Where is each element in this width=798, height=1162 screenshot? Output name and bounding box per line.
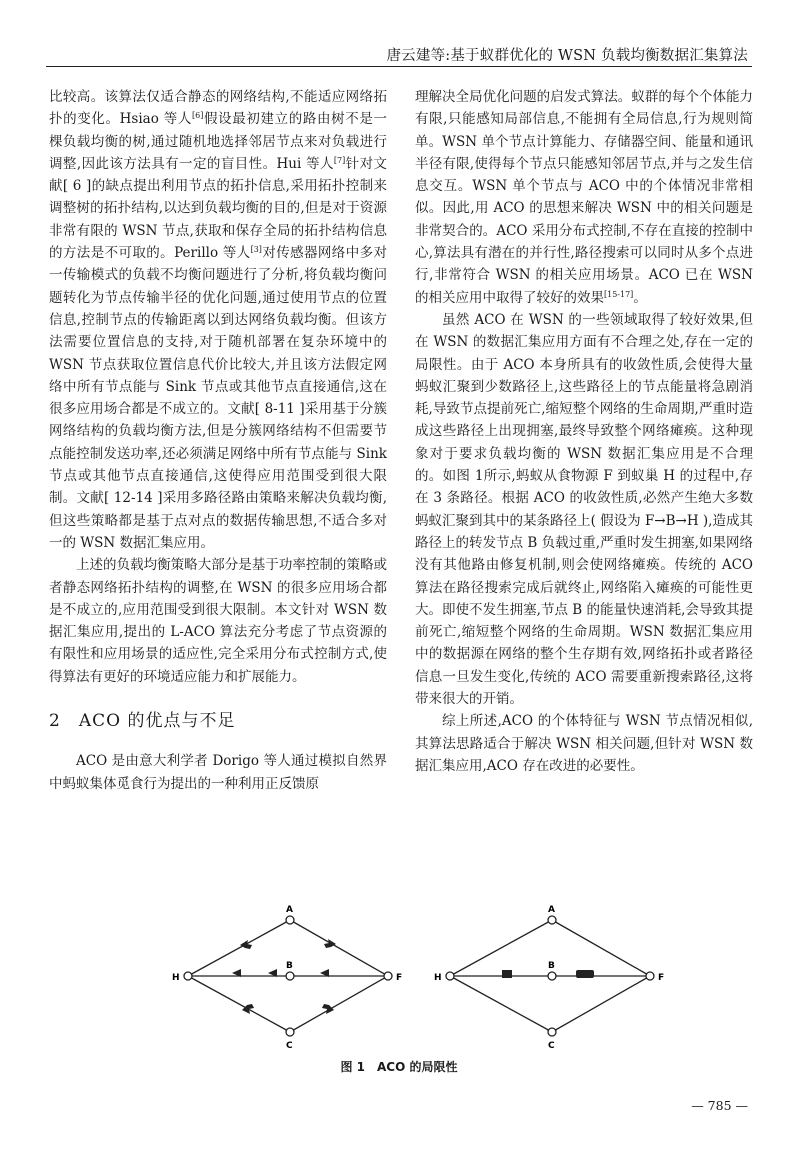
text-run: 比较高。该算法仅适合静态的网络结构,不能适应网络拓扑的变化。Hsiao 等人	[49, 89, 387, 128]
node-label-c: C	[548, 1041, 555, 1050]
node-label-h: H	[172, 973, 180, 983]
node-h	[446, 972, 454, 980]
ant-icon	[242, 1004, 254, 1014]
header-title: 唐云建等:基于蚁群优化的 WSN 负载均衡数据汇集算法	[386, 48, 748, 64]
diagram-right	[430, 900, 670, 1050]
left-paragraph-2: 上述的负载均衡策略大部分是基于功率控制的策略或者静态网络拓扑结构的调整,在 WSN 的很多应用场合都是不成立的,应用范围受到很大限制。本文针对 WSN 数据汇集应用,提出的 L-ACO 算法充分考虑了节点资源的有限性和应用场景的适应性,完全采用分布式控制方式,使得算法有更好的环境适应能力和扩展能力。	[49, 557, 387, 685]
node-c	[286, 1028, 294, 1036]
left-column	[49, 86, 387, 795]
right-paragraph-2: 虽然 ACO 在 WSN 的一些领域取得了较好效果,但在 WSN 的数据汇集应用方面有不合理之处,存在一定的局限性。由于 ACO 本身所具有的收敛性质,会使得大量蚂蚁汇聚到少数路径上,这些路径上的节点能量将急剧消耗,导致节点提前死亡,缩短整个网络的生命周期,严重时造成这些路径上出现拥塞,最终导致整个网络瘫痪。这种现象对于要求负载均衡的 WSN 数据汇集应用是不合理的。如图 1所示,蚂蚁从食物源 F 到蚁巢 H 的过程中,存在 3 条路径。根据 ACO 的收敛性质,必然产生绝大多数蚂蚁汇聚到其中的某条路径上( 假设为 F→B→H ),造成其路径上的转发节点 B 负载过重,严重时发生拥塞,如果网络没有其他路由修复机制,则会使网络瘫痪。传统的 ACO 算法在路径搜索完成后就终止,网络陷入瘫痪的可能性更大。即使不发生拥塞,节点 B 的能量快速消耗,会导致其提前死亡,缩短整个网络的生命周期。WSN 数据汇集应用中的数据源在网络的整个生存期有效,网络拓扑或者路径信息一旦发生变化,传统的 ACO 需要重新搜索路径,这将带来很大的开销。	[415, 311, 753, 708]
node-label-h: H	[434, 973, 442, 983]
left-paragraph-3: ACO 是由意大利学者 Dorigo 等人通过模拟自然界中蚂蚁集体觅食行为提出的一种利用正反馈原	[49, 753, 387, 792]
section-number: 2	[49, 711, 61, 732]
page-number: — 785 —	[691, 1098, 748, 1113]
node-a	[286, 916, 294, 924]
figure-1	[168, 900, 764, 1070]
node-c	[548, 1028, 556, 1036]
ant-cluster-icon	[502, 970, 512, 978]
text-run: 理解决全局优化问题的启发式算法。蚁群的每个个体能力有限,只能感知局部信息,不能拥有全局信息,行为规则简单。WSN 单个节点计算能力、存储器空间、能量和通讯半径有限,使得每个节点只能感知邻居节点,并与之发生信息交互。WSN 单个节点与 ACO 中的个体情况非常相似。因此,用 ACO 的思想来解决 WSN 中的相关问题是非常契合的。ACO 采用分布式控制,不存在直接的控制中心,算法具有潜在的并行性,路径搜索可以同时从多个点进行,非常符合 WSN 的相关应用场景。ACO 已在 WSN 的相关应用中取得了较好的效果	[415, 89, 753, 306]
section-heading	[49, 710, 387, 732]
node-f	[646, 972, 654, 980]
node-label-a: A	[286, 905, 293, 915]
node-f	[384, 972, 392, 980]
citation-ref: [7]	[333, 155, 346, 165]
right-paragraph-3: 综上所述,ACO 的个体特征与 WSN 节点情况相似,其算法思路适合于解决 WSN 相关问题,但针对 WSN 数据汇集应用,ACO 存在改进的必要性。	[415, 713, 753, 774]
text-run: 针对文献[ 6 ]的缺点提出利用节点的拓扑信息,采用拓扑控制来调整树的拓扑结构,以达到负载均衡的目的,但是对于资源非常有限的 WSN 节点,获取和保存全局的拓扑结构信息的方法是不可取的。Perillo 等人	[49, 155, 387, 262]
node-h	[184, 972, 192, 980]
text-run: 假设最初建立的路由树不是一棵负载均衡的树,通过随机地选择邻居节点来对负载进行调整,因此该方法具有一定的盲目性。Hui 等人	[49, 111, 387, 172]
left-paragraph-1	[49, 86, 387, 554]
text-run: 对传感器网络中多对一传输模式的负载不均衡问题进行了分析,将负载均衡问题转化为节点传输半径的优化问题,通过使用节点的位置信息,控制节点的传输距离以到达网络负载均衡。但该方法需要位置信息的支持,对于随机部署在复杂环境中的 WSN 节点获取位置信息代价比较大,并且该方法假定网络中所有节点能与 Sink 节点或其他节点直接通信,这在很多应用场合都是不成立的。文献[ 8-11 ]采用基于分簇网络结构的负载均衡方法,但是分簇网络结构不但需要节点能控制发送功率,还必须满足网络中所有节点能与 Sink 节点或其他节点直接通信,这使得应用范围受到很大限制。文献[ 12-14 ]采用多路径路由策略来解决负载均衡,但这些策略都是基于点对点的数据传输思想,不适合多对一的 WSN 数据汇集应用。	[49, 245, 388, 551]
node-label-f: F	[396, 973, 403, 983]
node-b	[286, 972, 294, 980]
diagram-left	[168, 900, 408, 1050]
node-b	[548, 972, 556, 980]
citation-ref: [15-17]	[604, 289, 634, 299]
right-paragraph-1	[415, 86, 753, 309]
citation-ref: [3]	[250, 245, 262, 255]
figure-caption: 图 1 ACO 的局限性	[340, 1060, 458, 1074]
citation-ref: [6]	[192, 111, 204, 121]
node-label-b: B	[548, 961, 555, 971]
node-label-c: C	[286, 1041, 293, 1050]
node-label-f: F	[658, 973, 665, 983]
text-run: 。	[633, 289, 647, 306]
node-label-b: B	[286, 961, 293, 971]
node-label-a: A	[548, 905, 555, 915]
right-column	[415, 86, 753, 777]
node-a	[548, 916, 556, 924]
section-title: ACO 的优点与不足	[78, 711, 236, 732]
ant-cluster-icon	[576, 970, 594, 978]
running-header	[46, 40, 752, 67]
